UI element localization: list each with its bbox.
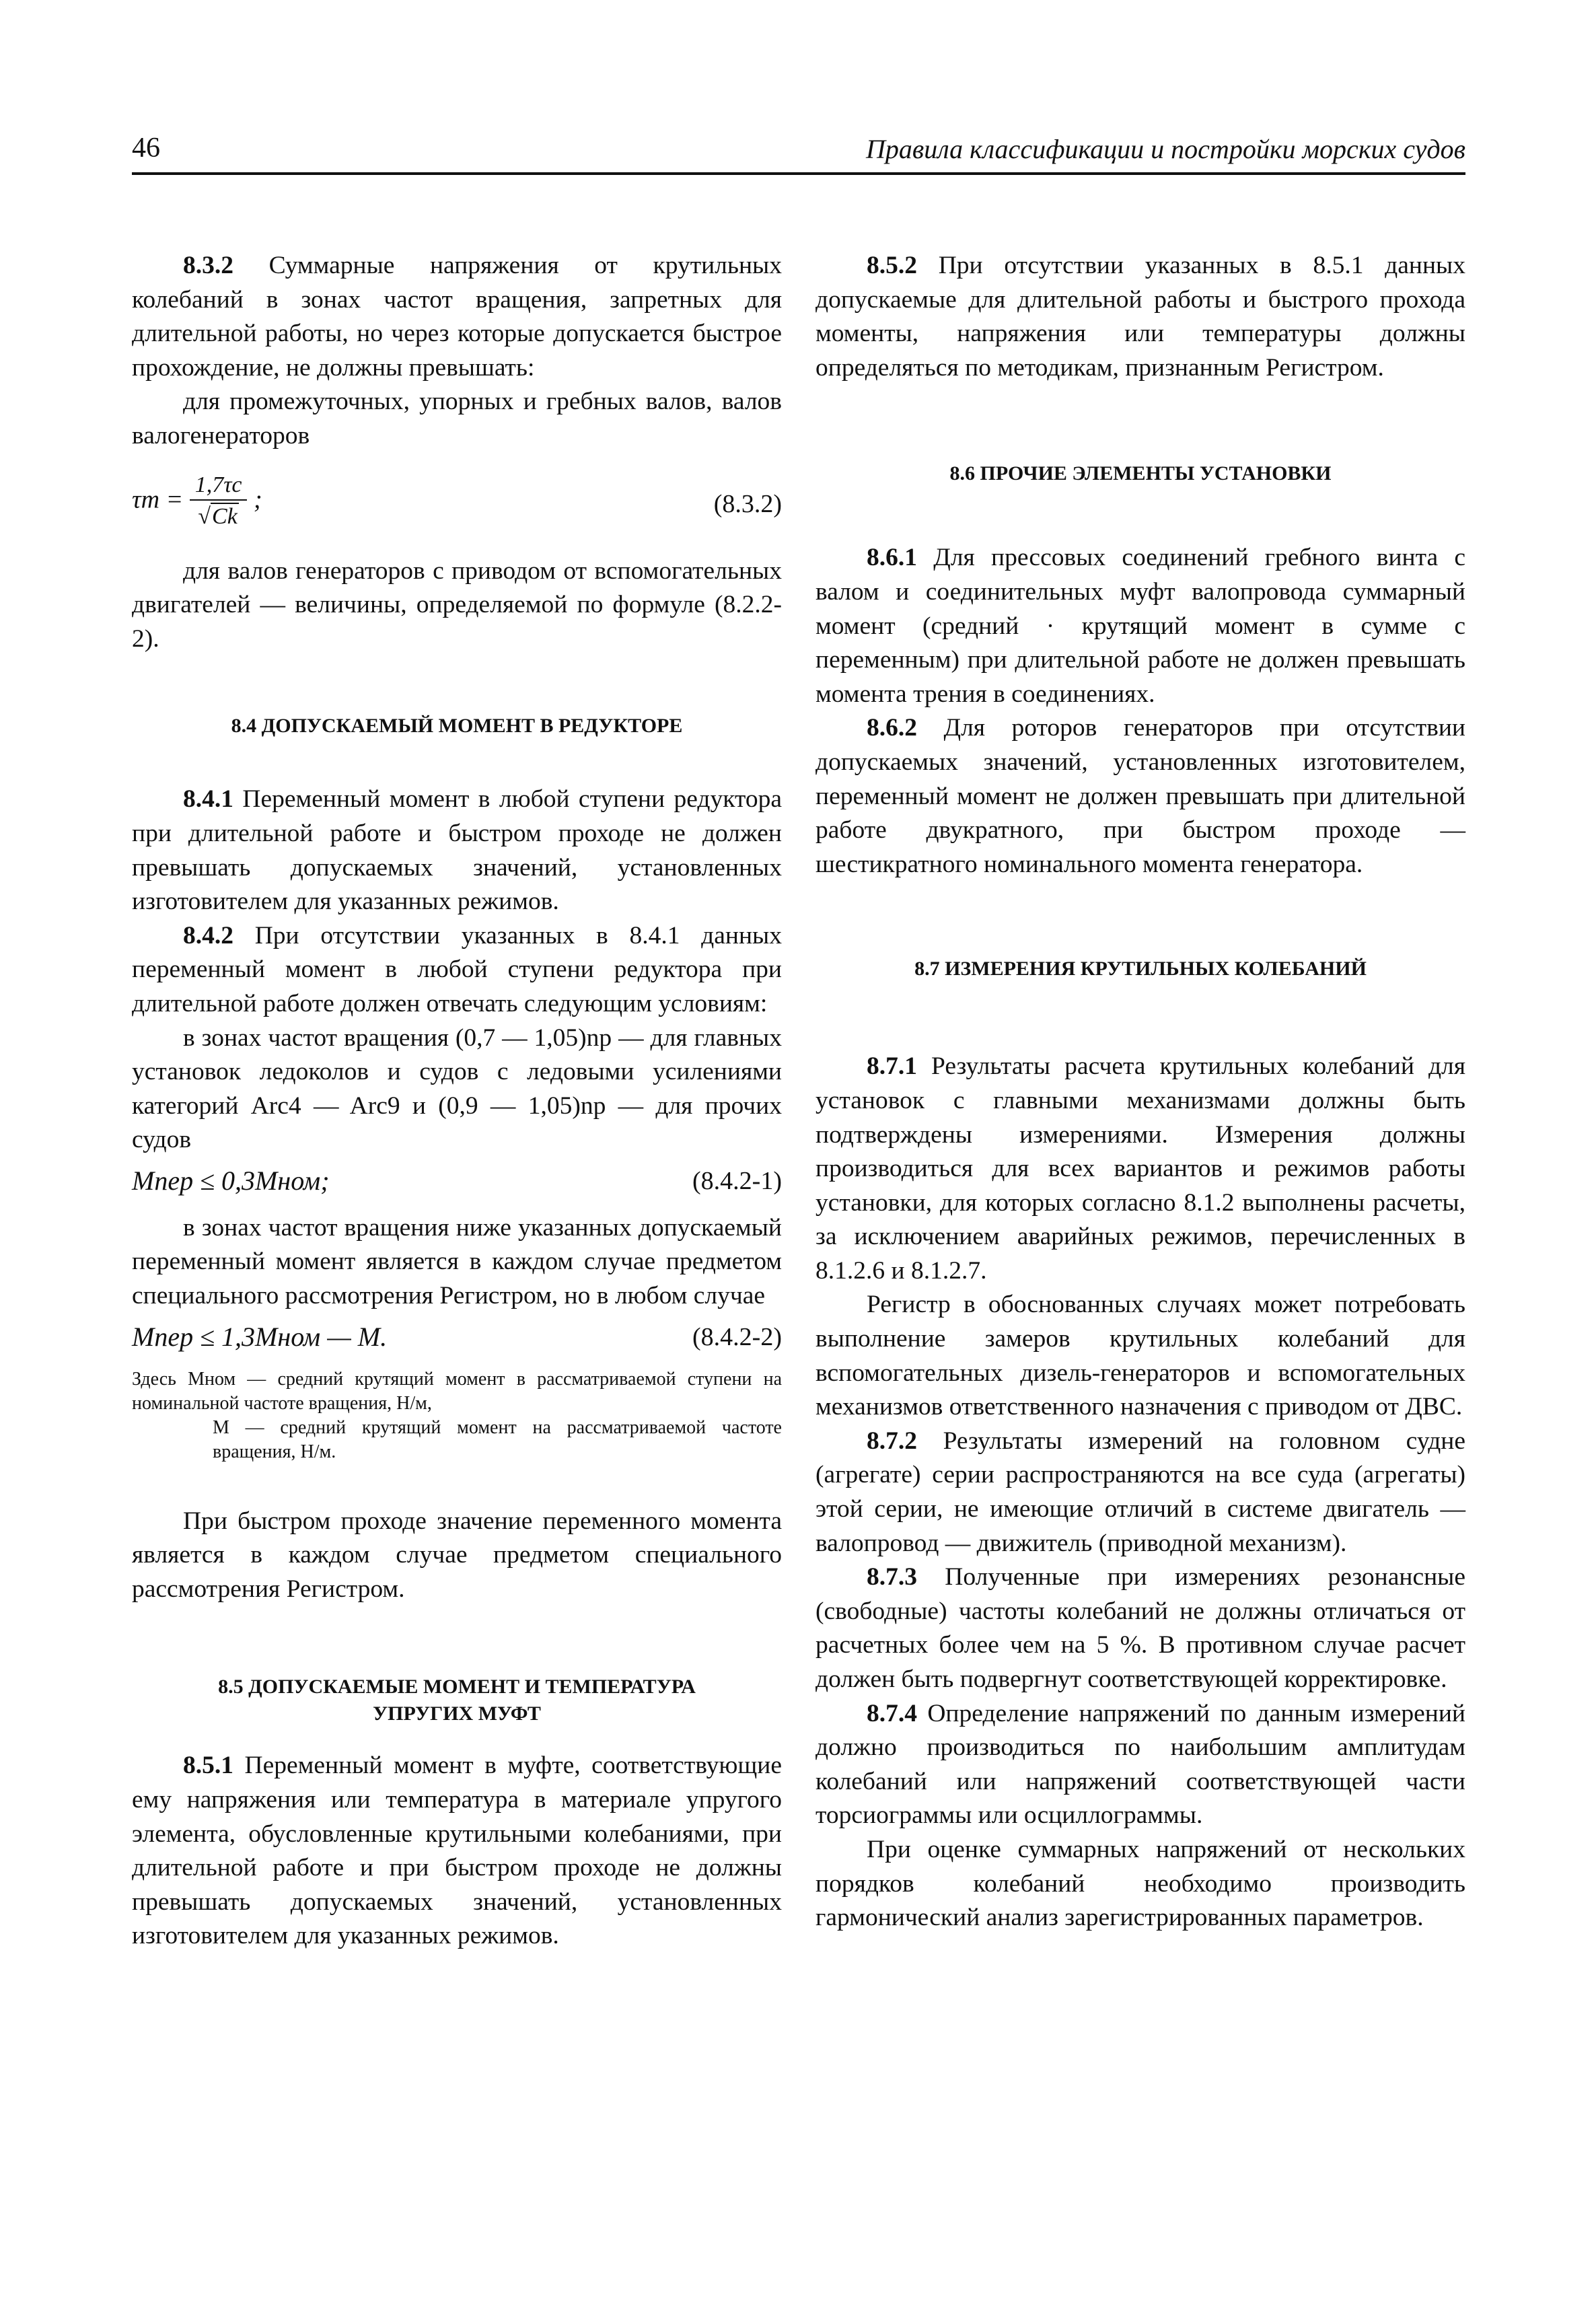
paragraph-text: Суммарные напряжения от крутильных колебаний в зонах частот вращения, запретных для длительной работы, но через которые допускается быстрое прохождение, не должны превышать: — [132, 252, 782, 382]
formula-8-3-2 — [132, 467, 782, 541]
paragraph-8-4-2-sub2: в зонах частот вращения ниже указанных допускаемый переменный момент является в каждом случае предметом специального рассмотрения Регистром, но в любом случае — [132, 1213, 782, 1310]
formula-tail: ; — [253, 485, 262, 514]
paragraph-8-4-2-sub1: в зонах частот вращения (0,7 — 1,05)nр — для главных установок ледоколов и судов с ледовыми усилениями категорий Arc4 — Arc9 и (0,9 — 1,05)nр — для прочих судов — [132, 1024, 782, 1154]
formula-denominator: Ck — [212, 503, 238, 529]
clause-number: 8.6.1 — [867, 544, 917, 572]
note-m: M — средний крутящий момент на рассматриваемой частоте вращения, Н/м. — [213, 1416, 782, 1462]
paragraph-text: Полученные при измерениях резонансные (свободные) частоты колебаний не должны отличаться от расчетных более чем на 5 %. В противном случае расчет должен быть подвергнут соответствующей корректировке. — [815, 1563, 1465, 1693]
clause-number: 8.4.1 — [183, 785, 233, 814]
paragraph-text: Результаты измерений на головном судне (агрегате) серии распространяются на все суда (агрегаты) этой серии, не имеющие отличий в системе двигатель — валопровод — движитель (приводной механизм). — [815, 1427, 1465, 1557]
paragraph-text: При отсутствии указанных в 8.4.1 данных переменный момент в любой ступени редуктора при длительной работе должен отвечать следующим условиям: — [132, 921, 782, 1017]
formula-tag: (8.3.2) — [713, 489, 782, 518]
sqrt-sign: √ — [198, 503, 211, 529]
clause-number: 8.4.2 — [183, 921, 233, 949]
paragraph-8-7-2 — [815, 1425, 1465, 1560]
formula-8-4-2-1 — [132, 1164, 782, 1205]
formula-8-4-2-2 — [132, 1320, 782, 1361]
clause-number: 8.5.1 — [183, 1752, 233, 1780]
left-column — [132, 249, 782, 1953]
paragraph-8-5-1 — [132, 1749, 782, 1953]
formula-tag: (8.4.2-1) — [692, 1166, 782, 1195]
formula-tag: (8.4.2-2) — [692, 1322, 782, 1351]
paragraph-8-7-1-b: Регистр в обоснованных случаях может потребовать выполнение замеров крутильных колебаний для вспомогательных дизель-генераторов и вспомогательных механизмов ответственного назначения с приводом от ДВС. — [815, 1291, 1465, 1421]
clause-number: 8.7.2 — [867, 1427, 917, 1455]
paragraph-8-7-1 — [815, 1050, 1465, 1288]
paragraph-text: Определение напряжений по данным измерений должно производиться по наибольшим амплитудам колебаний или напряжений соответствующей части торсиограммы или осциллограммы. — [815, 1699, 1465, 1830]
paragraph-8-5-2 — [815, 249, 1465, 385]
paragraph-8-3-2 — [132, 249, 782, 385]
right-column — [815, 249, 1465, 1935]
formula-notes — [132, 1367, 782, 1464]
paragraph-8-7-3 — [815, 1560, 1465, 1696]
paragraph-8-4-2 — [132, 919, 782, 1021]
clause-number: 8.7.4 — [867, 1699, 917, 1727]
paragraph-text: Результаты расчета крутильных колебаний для установок с главными механизмами должны быть подтверждены измерениями. Измерения должны производиться для всех вариантов и режимов работы установки, для которых согласно 8.1.2 выполнены расчеты, за исключением аварийных режимов, перечисленных в 8.1.2.6 и 8.1.2.7. — [815, 1052, 1465, 1285]
paragraph-fast-pass: При быстром проходе значение переменного момента является в каждом случае предметом специального рассмотрения Регистром. — [132, 1507, 782, 1603]
formula-lhs: τт = — [132, 485, 184, 514]
paragraph-8-6-2 — [815, 711, 1465, 882]
paragraph-8-6-1 — [815, 541, 1465, 711]
clause-number: 8.7.1 — [867, 1052, 917, 1081]
section-heading-8-7: 8.7 ИЗМЕРЕНИЯ КРУТИЛЬНЫХ КОЛЕБАНИЙ — [914, 958, 1367, 980]
header-rule — [132, 172, 1465, 175]
paragraph-text: Переменный момент в муфте, соответствующие ему напряжения или температура в материале упругого элемента, обусловленные крутильными колебаниями, при длительной работе и при быстром проходе не должны превышать допускаемых значений, установленных изготовителем для указанных режимов. — [132, 1752, 782, 1950]
clause-number: 8.3.2 — [183, 252, 233, 279]
formula-fraction — [190, 471, 248, 533]
paragraph-text: Переменный момент в любой ступени редуктора при длительной работе и быстром проходе не должен превышать допускаемых значений, установленных изготовителем для указанных режимов. — [132, 785, 782, 916]
formula-expression: Mпер ≤ 1,3Mном — M. — [132, 1321, 388, 1352]
section-heading-8-4: 8.4 ДОПУСКАЕМЫЙ МОМЕНТ В РЕДУКТОРЕ — [231, 715, 683, 738]
paragraph-8-7-4 — [815, 1697, 1465, 1833]
clause-number: 8.6.2 — [867, 714, 917, 742]
paragraph-8-3-2-sub: для промежуточных, упорных и гребных валов, валов валогенераторов — [132, 388, 782, 450]
clause-number: 8.5.2 — [867, 252, 917, 279]
page-number: 46 — [132, 133, 160, 164]
clause-number: 8.7.3 — [867, 1563, 917, 1591]
formula-numerator: 1,7τс — [190, 471, 248, 501]
formula-expression: Mпер ≤ 0,3Mном; — [132, 1165, 330, 1196]
paragraph-text: При отсутствии указанных в 8.5.1 данных допускаемые для длительной работы и быстрого прохода моменты, напряжения или температуры должны определяться по методикам, признанным Регистром. — [815, 252, 1465, 382]
paragraph-8-3-2-after: для валов генераторов с приводом от вспомогательных двигателей — величины, определяемой по формуле (8.2.2-2). — [132, 556, 782, 653]
section-heading-8-6: 8.6 ПРОЧИЕ ЭЛЕМЕНТЫ УСТАНОВКИ — [949, 462, 1332, 485]
page-header — [132, 132, 1465, 170]
paragraph-text: Для роторов генераторов при отсутствии допускаемых значений, установленных изготовителем, переменный момент не должен превышать при длительной работе двукратного, при быстром проходе — шестикратного номинального момента генератора. — [815, 714, 1465, 878]
note-m-nom: Здесь Mном — средний крутящий момент в рассматриваемой ступени на номинальной частоте вращения, Н/м, — [132, 1368, 782, 1414]
running-title: Правила классификации и постройки морских судов — [865, 134, 1465, 164]
paragraph-8-4-1 — [132, 783, 782, 919]
paragraph-text: Для прессовых соединений гребного винта с валом и соединительных муфт валопровода суммарный момент (средний · крутящий момент в сумме с переменным) при длительной работе не должен превышать момента трения в соединениях. — [815, 544, 1465, 708]
paragraph-8-7-4-b: При оценке суммарных напряжений от нескольких порядков колебаний необходимо производить гармонический анализ зарегистрированных параметров. — [815, 1835, 1465, 1932]
section-heading-8-5: 8.5 ДОПУСКАЕМЫЕ МОМЕНТ И ТЕМПЕРАТУРА УПРУГИХ МУФТ — [218, 1676, 696, 1725]
